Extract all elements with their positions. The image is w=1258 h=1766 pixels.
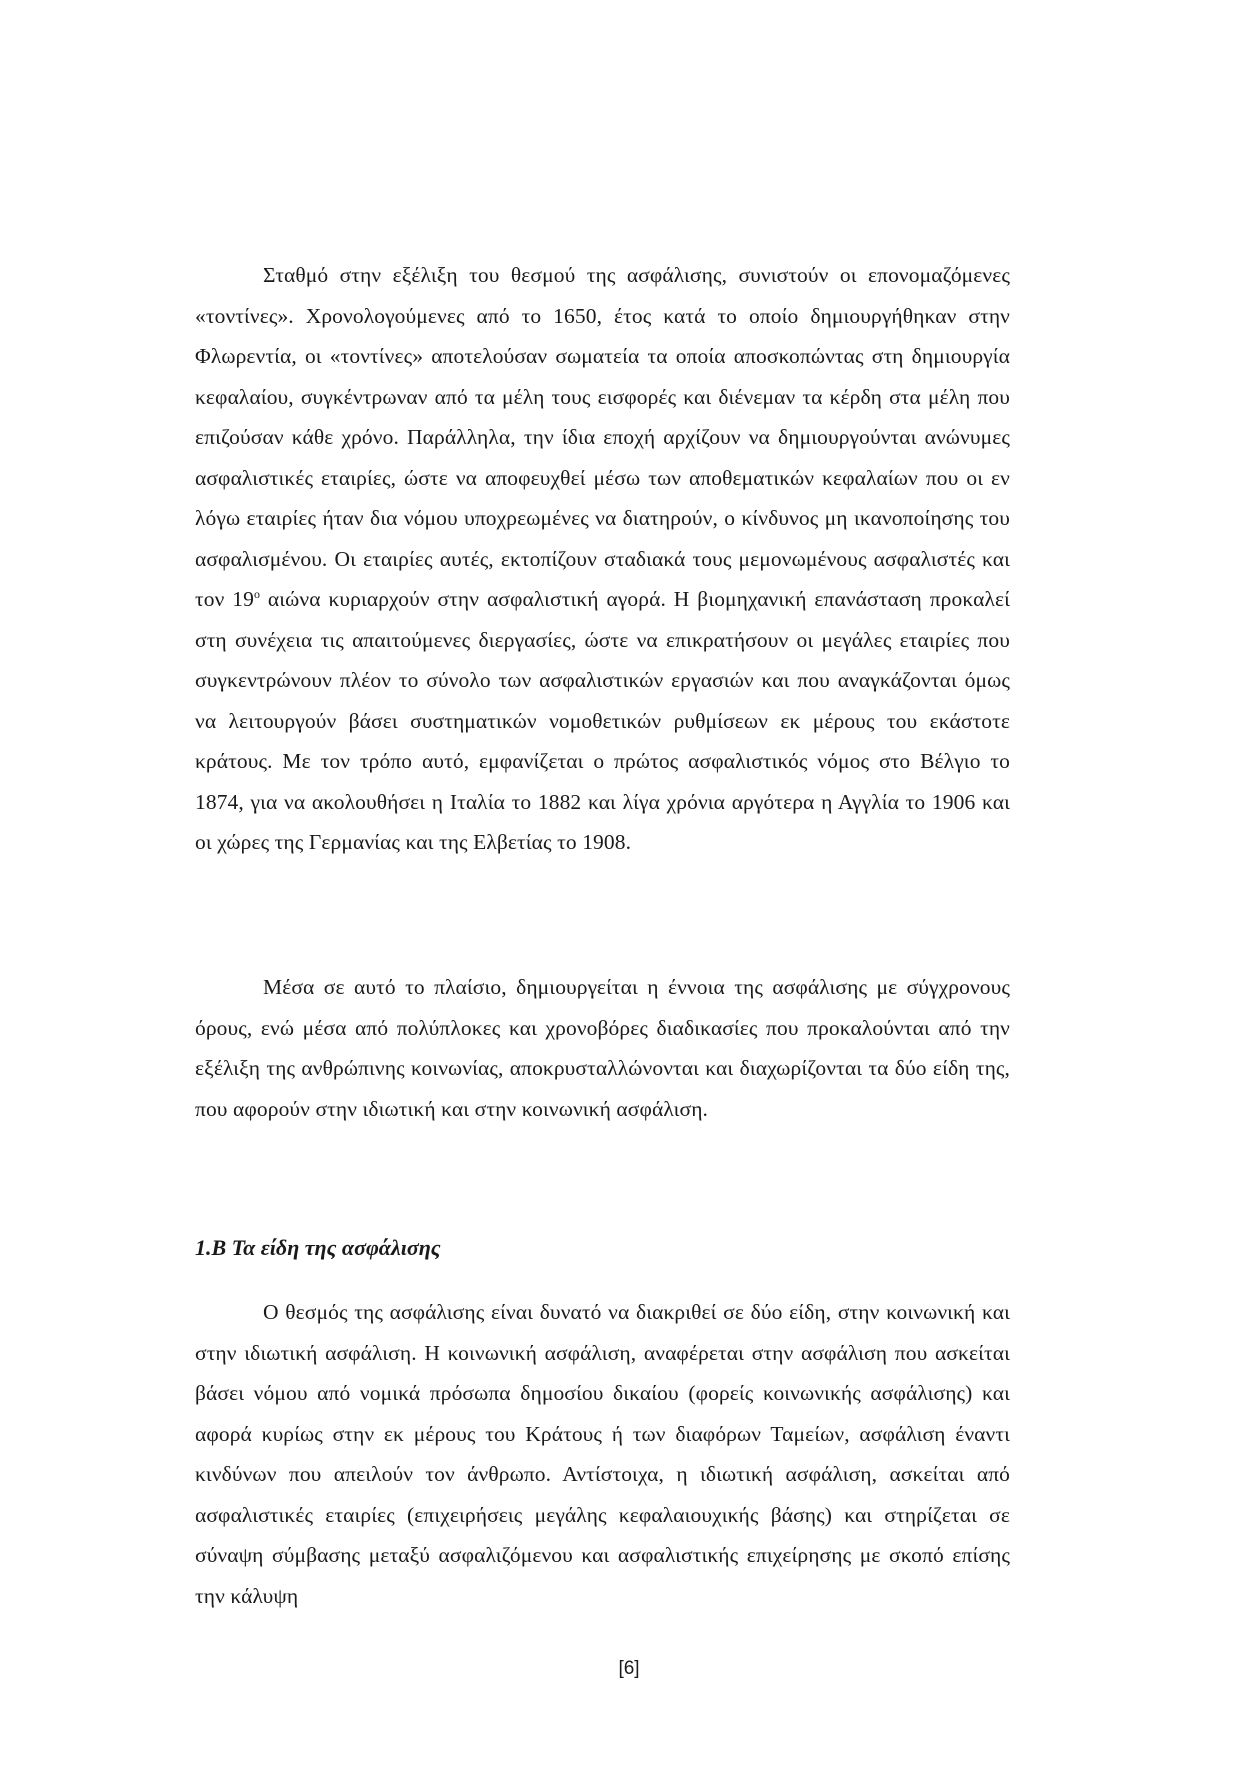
paragraph-modern-insurance: Μέσα σε αυτό το πλαίσιο, δημιουργείται η έννοια της ασφάλισης με σύγχρονους όρους, ενώ μέσα από πολύπλοκες και χρονοβόρες διαδικασίες που προκαλούνται από την εξέλιξη της ανθρώπινης κοινωνίας, αποκρυσταλλώνονται και διαχωρίζονται τα δύο είδη της, που αφορούν στην ιδιωτική και στην κοινωνική ασφάλιση. [195, 975, 1010, 1121]
paragraph-insurance-types: Ο θεσμός της ασφάλισης είναι δυνατό να διακριθεί σε δύο είδη, στην κοινωνική και στην ιδιωτική ασφάλιση. Η κοινωνική ασφάλιση, αναφέρεται στην ασφάλιση που ασκείται βάσει νόμου από νομικά πρόσωπα δημοσίου δικαίου (φορείς κοινωνικής ασφάλισης) και αφορά κυρίως στην εκ μέρους του Κράτους ή των διαφόρων Ταμείων, ασφάλιση έναντι κινδύνων που απειλούν τον άνθρωπο. Αντίστοιχα, η ιδιωτική ασφάλιση, ασκείται από ασφαλιστικές εταιρίες (επιχειρήσεις μεγάλης κεφαλαιουχικής βάσης) και στηρίζεται σε σύναψη σύμβασης μεταξύ ασφαλιζόμενου και ασφαλιστικής επιχείρησης με σκοπό επίσης την κάλυψη [195, 1300, 1010, 1608]
section-heading: 1.Β Τα είδη της ασφάλισης [195, 1235, 441, 1260]
paragraph-text: Σταθμό στην εξέλιξη του θεσμού της ασφάλισης, συνιστούν οι επονομαζόμενες «τοντίνες». Χρονολογούμενες από το 1650, έτος κατά το οποίο δημιουργήθηκαν στην Φλωρεντία, οι «τοντίνες» αποτελούσαν σωματεία τα οποία αποσκοπώντας στη δημιουργία κεφαλαίου, συγκέντρωναν από τα μέλη τους εισφορές και διένεμαν τα κέρδη στα μέλη που επιζούσαν κάθε χρόνο. Παράλληλα, την ίδια εποχή αρχίζουν να δημιουργούνται ανώνυμες ασφαλιστικές εταιρίες, ώστε να αποφευχθεί μέσω των αποθεματικών κεφαλαίων που οι εν λόγω εταιρίες ήταν δια νόμου υποχρεωμένες να διατηρούν, ο κίνδυνος μη ικανοποίησης του ασφαλισμένου. Οι εταιρίες αυτές, εκτοπίζουν σταδιακά τους μεμονωμένους ασφαλιστές και τον 19 [195, 263, 1010, 611]
paragraph-text-continued: αιώνα κυριαρχούν στην ασφαλιστική αγορά. Η βιομηχανική επανάσταση προκαλεί στη συνέχεια τις απαιτούμενες διεργασίες, ώστε να επικρατήσουν οι μεγάλες εταιρίες που συγκεντρώνουν πλέον το σύνολο των ασφαλιστικών εργασιών και που αναγκάζονται όμως να λειτουργούν βάσει συστηματικών νομοθετικών ρυθμίσεων εκ μέρους του εκάστοτε κράτους. Με τον τρόπο αυτό, εμφανίζεται ο πρώτος ασφαλιστικός νόμος στο Βέλγιο το 1874, για να ακολουθήσει η Ιταλία το 1882 και λίγα χρόνια αργότερα η Αγγλία το 1906 και οι χώρες της Γερμανίας και της Ελβετίας το 1908. [195, 587, 1010, 854]
page-number: [6] [618, 1658, 640, 1679]
ordinal-superscript: ο [253, 586, 261, 601]
paragraph-tontines [195, 255, 1010, 863]
